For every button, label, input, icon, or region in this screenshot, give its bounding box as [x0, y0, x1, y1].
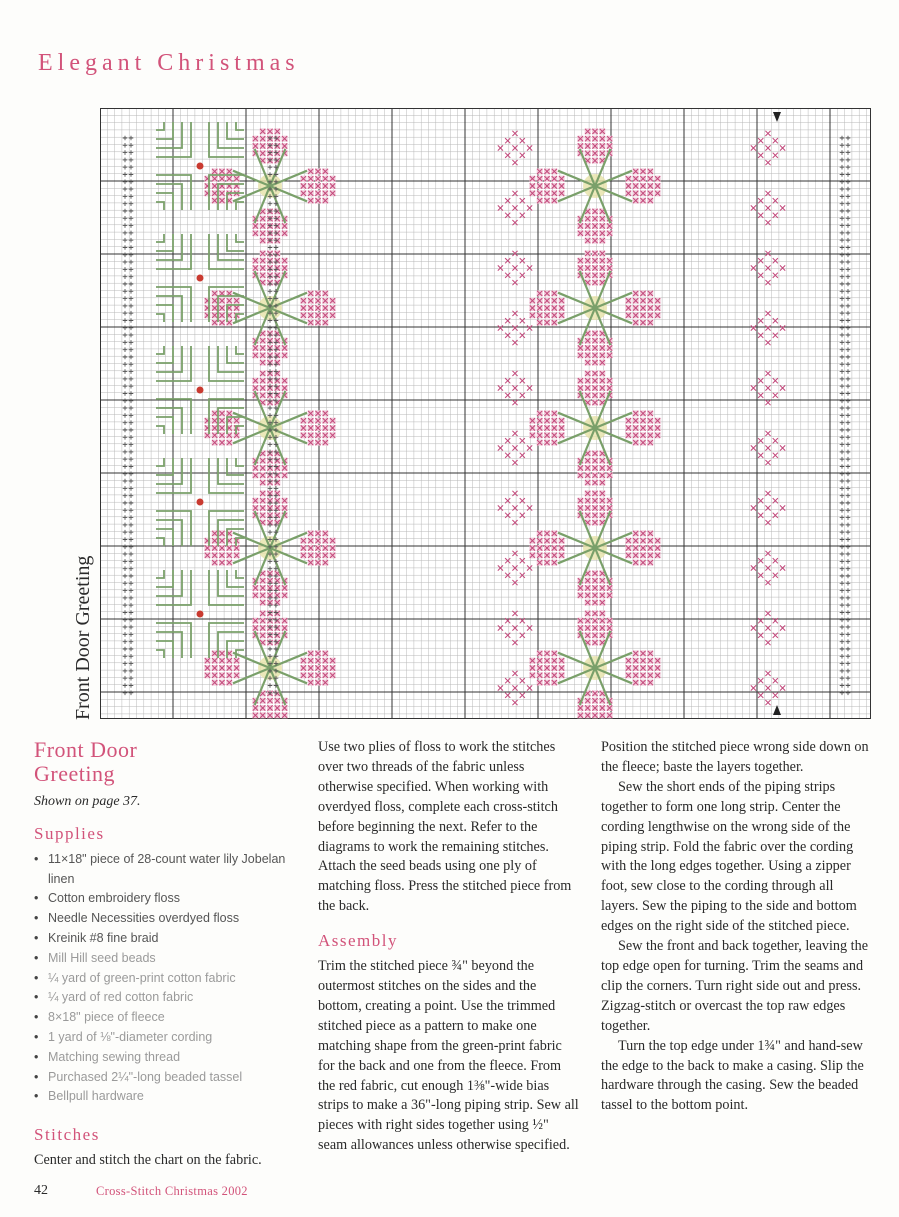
assembly-heading: Assembly [318, 931, 398, 951]
supply-item: • 11×18" piece of 28-count water lily Jobelan linen [34, 850, 296, 890]
supply-item: • Cotton embroidery floss [34, 889, 296, 909]
supply-item: • ¼ yard of green-print cotton fabric [34, 969, 296, 989]
assembly-paragraph-4: Sew the front and back together, leaving the top edge open for turning. Trim the seams and clip the corners. Turn right side out and press. Zigzag-stitch or overcast the top raw edges together. [601, 938, 868, 1034]
chart-grid [100, 108, 871, 719]
stitches-paragraph-1: Center and stitch the chart on the fabric. [34, 1152, 262, 1169]
supplies-heading: Supplies [34, 823, 105, 843]
supply-item: • Matching sewing thread [34, 1048, 296, 1068]
supply-item: • 8×18" piece of fleece [34, 1008, 296, 1028]
magazine-title: Cross-Stitch Christmas 2002 [96, 1184, 248, 1198]
stitches-heading: Stitches [34, 1125, 100, 1145]
chart-vertical-title: Front Door Greeting [72, 555, 94, 720]
supply-item: • 1 yard of ⅛"-diameter cording [34, 1028, 296, 1048]
supply-item: • ¼ yard of red cotton fabric [34, 988, 296, 1008]
assembly-paragraph-3: Sew the short ends of the piping strips together to form one long strip. Center the cording lengthwise on the wrong side of the piping strip. Fold the fabric over the cording with the long edges together. Using a zipper foot, sew close to the cording through all layers. Sew the piping to the side and bottom edges on the right side of the stitched piece. [601, 778, 857, 935]
page-header-title: Elegant Christmas [38, 50, 300, 76]
assembly-paragraph-5: Turn the top edge under 1¾" and hand-sew the edge to the back to make a casing. Slip the hardware through the casing. Sew the beaded tassel to the bottom point. [601, 1037, 864, 1114]
supply-item: • Kreinik #8 fine braid [34, 929, 296, 949]
supply-item: • Mill Hill seed beads [34, 949, 296, 969]
shown-on-page-note: Shown on page 37. [34, 794, 141, 809]
supply-item: • Bellpull hardware [34, 1087, 296, 1107]
assembly-paragraph-1: Trim the stitched piece ¾" beyond the outermost stitches on the sides and the bottom, creating a point. Use the trimmed stitched piece as a pattern to make one matching shape from the green-print fabric for the back and one from the fleece. From the red fabric, cut enough 1⅜"-wide bias strips to make a 36"-long piping strip. Sew all pieces with right sides together using ½" seam allowances unless otherwise specified. [318, 958, 579, 1154]
supplies-list [34, 850, 296, 1107]
supply-item: • Needle Necessities overdyed floss [34, 909, 296, 929]
page-number: 42 [34, 1183, 48, 1198]
project-title-line-2: Greeting [34, 761, 115, 786]
cross-stitch-chart [100, 108, 871, 719]
project-title-line-1: Front Door [34, 737, 138, 762]
project-title [34, 738, 296, 786]
text-column-2 [318, 738, 580, 1156]
text-column-3 [601, 738, 869, 1116]
stitches-paragraph-2: Use two plies of floss to work the stitches over two threads of the fabric unless otherwise specified. When working with overdyed floss, complete each cross-stitch before beginning the next. Refer to the diagrams to work the remaining stitches. Attach the seed beads using one ply of matching floss. Press the stitched piece from the back. [318, 739, 572, 915]
assembly-paragraph-2: Position the stitched piece wrong side down on the fleece; baste the layers together. [601, 739, 869, 775]
text-column-1 [34, 738, 296, 1171]
supply-item: • Purchased 2¼"-long beaded tassel [34, 1068, 296, 1088]
